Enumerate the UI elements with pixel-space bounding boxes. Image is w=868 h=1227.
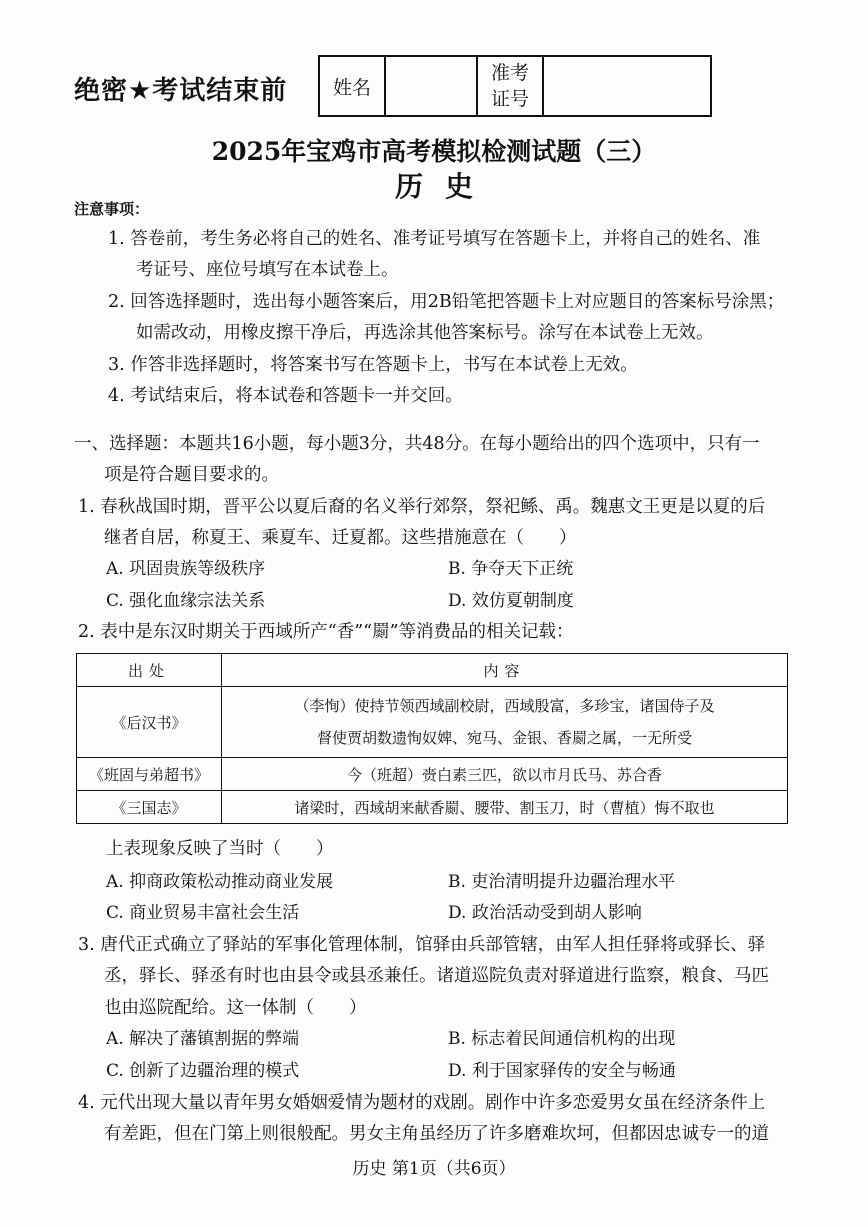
table-cell-content-line: （李恂）使持节领西域副校尉，西域殷富，多珍宝，诸国侍子及 [294,697,715,715]
table-row [77,791,788,824]
subject-title: 历史 [394,170,495,203]
notice-item: 考证号、座位号填写在本试卷上。 [136,260,399,280]
question-3-option-d[interactable]: D. 利于国家驿传的安全与畅通 [448,1061,676,1081]
table-cell-source: 《三国志》 [77,791,222,824]
name-label: 姓名 [320,57,386,115]
exam-title: 2025年宝鸡市高考模拟检测试题（三） [211,137,657,166]
question-2-option-c[interactable]: C. 商业贸易丰富社会生活 [106,903,300,923]
section-instructions: 一、选择题：本题共16小题，每小题3分，共48分。在每小题给出的四个选项中，只有一 [74,434,760,454]
candidate-info-box [318,55,712,117]
table-cell-source: 《班固与弟超书》 [77,758,222,791]
question-3-option-b[interactable]: B. 标志着民间通信机构的出现 [448,1029,676,1049]
table-header-source: 出处 [77,654,222,687]
table-row [77,687,788,758]
table-header-content: 内容 [222,654,788,687]
table-cell-content-line: 督使贾胡数遗恂奴婢、宛马、金银、香罽之属，一无所受 [316,729,692,747]
confidential-label: 绝密★考试结束前 [74,76,288,106]
table-header-row [77,654,788,687]
question-3-option-a[interactable]: A. 解决了藩镇割据的弊端 [106,1029,300,1049]
question-3-stem: 3. 唐代正式确立了驿站的军事化管理体制，馆驿由兵部管辖，由军人担任驿将或驿长、驿 [78,935,766,955]
question-1-stem-cont: 继者自居，称夏王、乘夏车、迁夏都。这些措施意在（ ） [104,528,577,548]
question-1-stem: 1. 春秋战国时期，晋平公以夏后裔的名义举行郊祭，祭祀鲧、禹。魏惠文王更是以夏的后 [78,497,766,517]
question-2-option-b[interactable]: B. 吏治清明提升边疆治理水平 [448,872,676,892]
exam-id-label-line1: 准考 [490,62,529,84]
question-1-option-c[interactable]: C. 强化血缘宗法关系 [106,591,266,611]
question-3-stem-cont: 也由巡院配给。这一体制（ ） [104,998,367,1018]
table-row [77,758,788,791]
exam-id-label-line2: 证号 [490,88,529,110]
notice-item: 1. 答卷前，考生务必将自己的姓名、准考证号填写在答题卡上，并将自己的姓名、准 [108,229,761,249]
notice-item: 2. 回答选择题时，选出每小题答案后，用2B铅笔把答题卡上对应题目的答案标号涂黑； [108,292,785,312]
question-2-option-d[interactable]: D. 政治活动受到胡人影响 [448,903,642,923]
table-cell-content: 今（班超）赍白素三匹，欲以市月氏马、苏合香 [222,758,788,791]
section-instructions-cont: 项是符合题目要求的。 [104,465,279,485]
question-2-intro: 2. 表中是东汉时期关于西域所产“香”“罽”等消费品的相关记载： [78,622,574,642]
exam-id-field[interactable] [544,57,710,115]
exam-id-label [478,57,544,115]
notice-item: 如需改动，用橡皮擦干净后，再选涂其他答案标号。涂写在本试卷上无效。 [136,323,714,343]
question-4-stem-cont: 有差距，但在门第上则很般配。男女主角虽经历了许多磨难坎坷，但都因忠诚专一的道 [104,1124,769,1144]
question-2-stem: 上表现象反映了当时（ ） [106,839,334,859]
question-1-option-b[interactable]: B. 争夺天下正统 [448,559,574,579]
page-footer: 历史 第1页（共6页） [352,1159,516,1179]
question-3-stem-cont: 丞，驿长、驿丞有时也由县令或县丞兼任。诸道巡院负责对驿道进行监察，粮食、马匹 [104,966,769,986]
table-cell-content [222,687,788,758]
question-1-option-a[interactable]: A. 巩固贵族等级秩序 [106,559,266,579]
table-cell-source: 《后汉书》 [77,687,222,758]
table-cell-content: 诸梁时，西域胡来献香罽、腰带、割玉刀，时（曹植）悔不取也 [222,791,788,824]
question-4-stem: 4. 元代出现大量以青年男女婚姻爱情为题材的戏剧。剧作中许多恋爱男女虽在经济条件上 [78,1093,766,1113]
source-table [76,653,788,824]
name-field[interactable] [386,57,478,115]
question-1-option-d[interactable]: D. 效仿夏朝制度 [448,591,574,611]
notice-item: 3. 作答非选择题时，将答案书写在答题卡上，书写在本试卷上无效。 [108,355,638,375]
question-2-option-a[interactable]: A. 抑商政策松动推动商业发展 [106,872,334,892]
notice-heading: 注意事项： [74,200,150,218]
notice-item: 4. 考试结束后，将本试卷和答题卡一并交回。 [108,386,463,406]
question-3-option-c[interactable]: C. 创新了边疆治理的模式 [106,1061,300,1081]
